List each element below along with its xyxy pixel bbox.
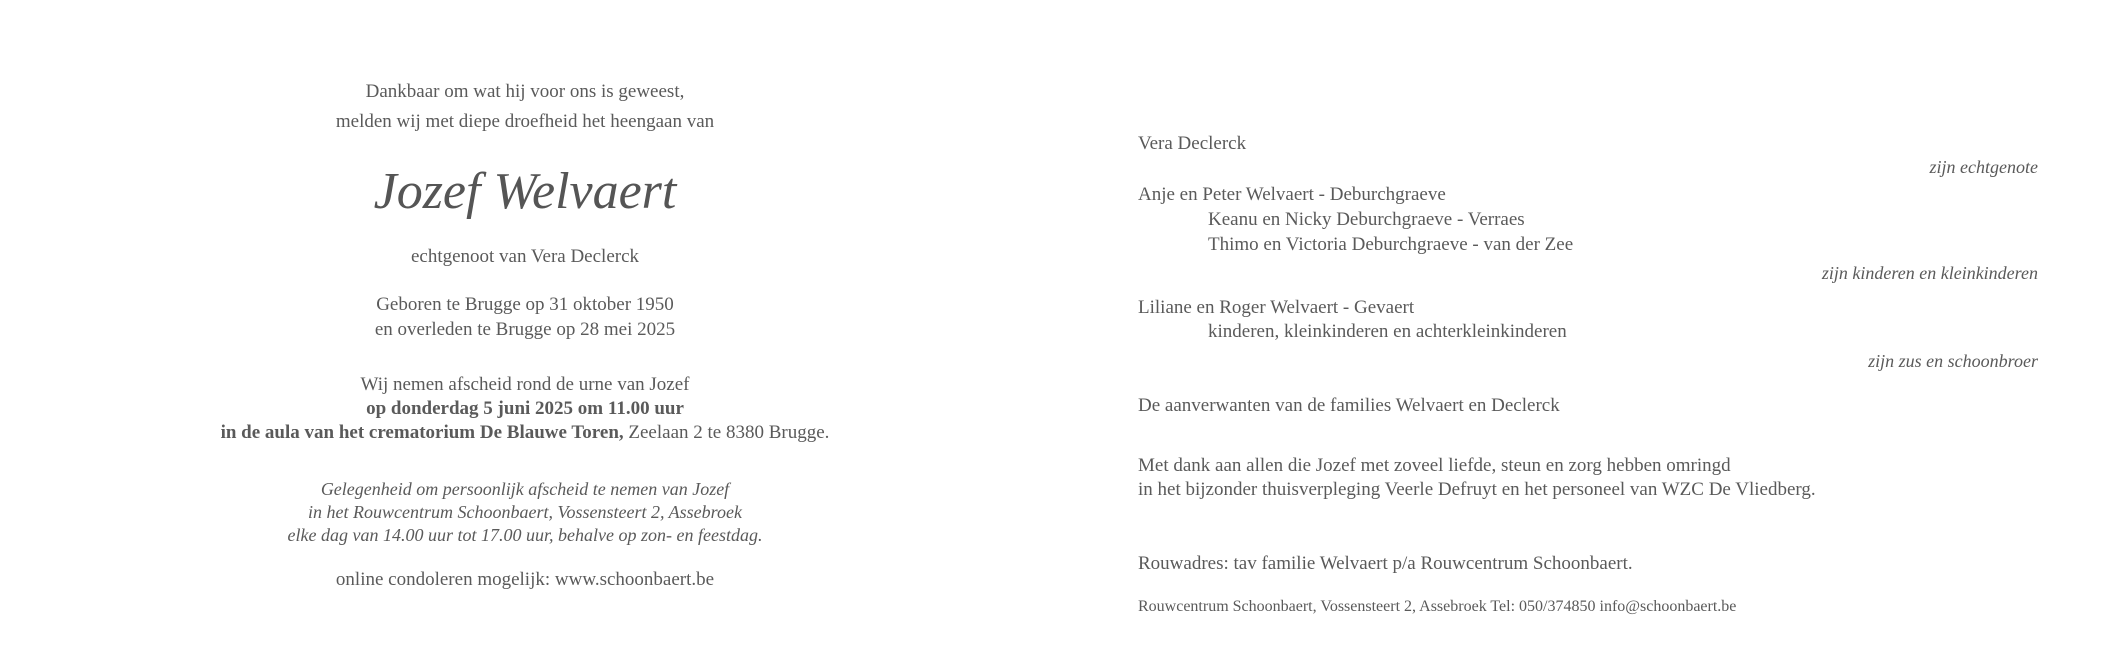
deceased-name: Jozef Welvaert bbox=[373, 163, 677, 220]
mourning-address: Rouwadres: tav familie Welvaert p/a Rouwcentrum Schoonbaert. bbox=[1138, 553, 1633, 574]
child-line: Anje en Peter Welvaert - Deburchgraeve bbox=[1138, 184, 1446, 205]
visit-line-2: in het Rouwcentrum Schoonbaert, Vossensteert 2, Assebroek bbox=[308, 502, 742, 522]
sibling-role: zijn zus en schoonbroer bbox=[1868, 351, 2038, 371]
farewell-location-name: in de aula van het crematorium De Blauwe Toren, bbox=[220, 422, 624, 443]
sibling-line: Liliane en Roger Welvaert - Gevaert bbox=[1138, 297, 1415, 318]
grandchild-line-2: Thimo en Victoria Deburchgraeve - van der Zee bbox=[1208, 234, 1574, 255]
farewell-line-1: Wij nemen afscheid rond de urne van Jozef bbox=[360, 374, 690, 395]
intro-line-2: melden wij met diepe droefheid het heengaan van bbox=[335, 111, 715, 132]
farewell-location-line bbox=[0, 420, 1050, 445]
death-line: en overleden te Brugge op 28 mei 2025 bbox=[374, 319, 676, 340]
spouse-role: zijn echtgenote bbox=[1929, 157, 2038, 177]
farewell-date-line: op donderdag 5 juni 2025 om 11.00 uur bbox=[366, 398, 684, 419]
spouse-line: echtgenoot van Vera Declerck bbox=[410, 246, 640, 267]
thanks-line-1: Met dank aan allen die Jozef met zoveel liefde, steun en zorg hebben omringd bbox=[1138, 455, 1731, 476]
farewell-location-address: Zeelaan 2 te 8380 Brugge. bbox=[623, 422, 830, 443]
announcement-right-panel bbox=[1138, 0, 2038, 646]
families-line: De aanverwanten van de families Welvaert en Declerck bbox=[1138, 395, 1560, 416]
announcement-left-panel bbox=[0, 0, 1050, 646]
children-role: zijn kinderen en kleinkinderen bbox=[1821, 263, 2038, 283]
funeral-home-footer: Rouwcentrum Schoonbaert, Vossensteert 2, Assebroek Tel: 050/374850 info@schoonbaert.be bbox=[1138, 598, 1737, 615]
visit-line-1: Gelegenheid om persoonlijk afscheid te nemen van Jozef bbox=[320, 479, 730, 499]
birth-line: Geboren te Brugge op 31 oktober 1950 bbox=[376, 294, 674, 315]
grandchild-line-1: Keanu en Nicky Deburchgraeve - Verraes bbox=[1208, 209, 1525, 230]
intro-line-1: Dankbaar om wat hij voor ons is geweest, bbox=[365, 81, 685, 102]
condolence-line: online condoleren mogelijk: www.schoonbaert.be bbox=[335, 569, 715, 590]
spouse-name: Vera Declerck bbox=[1138, 133, 1247, 154]
thanks-line-2: in het bijzonder thuisverpleging Veerle Defruyt en het personeel van WZC De Vliedberg. bbox=[1138, 479, 1816, 500]
visit-line-3: elke dag van 14.00 uur tot 17.00 uur, behalve op zon- en feestdag. bbox=[287, 525, 763, 545]
sibling-descendants: kinderen, kleinkinderen en achterkleinkinderen bbox=[1208, 321, 1567, 342]
